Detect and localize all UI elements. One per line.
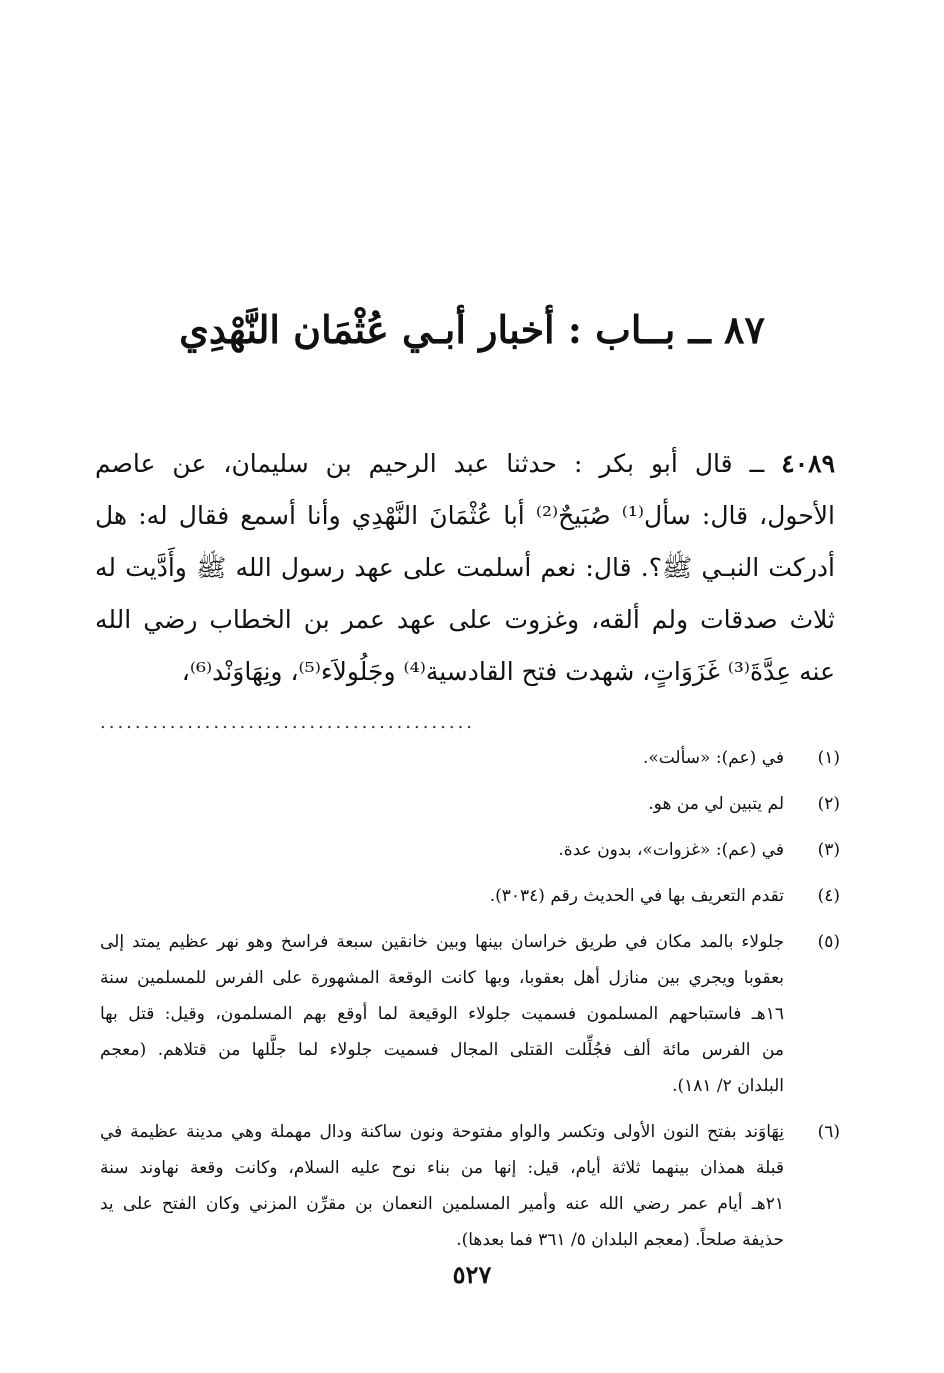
- hadith-line: الأحول، قال: سأل⁽¹⁾ صُبَيحٌ⁽²⁾ أبا عُثْمَانَ النَّهْدِي وأنا أسمع فقال له: هل: [95, 501, 835, 530]
- footnote-number: (٦): [817, 1122, 840, 1142]
- footnote-line: من الفرس مائة ألف فجُلِّلت القتلى المجال فسميت جلولاء لما جلَّلها من قتلاهم. (معجم: [100, 1040, 784, 1060]
- footnote-line: في (عم): «سألت».: [642, 748, 784, 768]
- footnote: [100, 832, 840, 868]
- chapter-title: ٨٧ ــ بــاب : أخبار أبـي عُثْمَان النَّهْدِي: [179, 307, 765, 352]
- footnote-line: حذيفة صلحاً. (معجم البلدان ٥/ ٣٦١ فما بعدها).: [456, 1230, 784, 1250]
- hadith-line: [95, 438, 835, 490]
- hadith-line-text: ــ قال أبو بكر : حدثنا عبد الرحيم بن سليمان، عن عاصم: [95, 449, 765, 478]
- footnote: [100, 878, 840, 914]
- footnote-number: (٣): [817, 840, 840, 860]
- footnote-number: (٢): [817, 794, 840, 814]
- hadith-line: ثلاث صدقات ولم ألقه، وغزوت على عهد عمر بن الخطاب رضي الله: [95, 605, 835, 634]
- footnote-number: (١): [817, 748, 840, 768]
- footnote-line: جلولاء بالمد مكان في طريق خراسان بينها وبين خانقين سبعة فراسخ وهو نهر عظيم يمتد إلى: [100, 932, 784, 952]
- footnote-number: (٥): [817, 932, 840, 952]
- footnote-line: تقدم التعريف بها في الحديث رقم (٣٠٣٤).: [489, 886, 784, 906]
- footnote: [100, 924, 840, 1104]
- footnote-line: في (عم): «غزوات»، بدون عدة.: [558, 840, 784, 860]
- footnote: [100, 786, 840, 822]
- footnote-line: بعقوبا ويجري بين منازل أهل بعقوبا، وبها كانت الوقعة المشهورة على الفرس للمسلمين سنة: [100, 968, 784, 988]
- footnote-number: (٤): [817, 886, 840, 906]
- footnote-line: ١٦هـ فاستباحهم المسلمون فسميت جلولاء الوقيعة لما أوقع بهم المسلمون، وقيل: قتل بها: [100, 1004, 784, 1024]
- footnote-separator: ...........................................: [100, 712, 476, 733]
- hadith-line: عنه عِدَّةَ⁽³⁾ غَزَوَاتٍ، شهدت فتح القادسية⁽⁴⁾ وجَلُولاَء⁽⁵⁾، ونِهَاوَنْد⁽⁶⁾،: [181, 657, 835, 686]
- footnote-line: البلدان ٢/ ١٨١).: [672, 1076, 784, 1096]
- footnote: [100, 740, 840, 776]
- page-number: ٥٢٧: [452, 1260, 492, 1289]
- footnote-line: قبلة همذان بينهما ثلاثة أيام، قيل: إنها من بناء نوح عليه السلام، وكانت وقعة نهاوند سنة: [100, 1158, 784, 1178]
- footnote-line: لم يتبين لي من هو.: [648, 794, 784, 814]
- hadith-number: ٤٠٨٩: [781, 449, 835, 478]
- footnote: [100, 1114, 840, 1258]
- footnote-line: ٢١هـ أيام عمر رضي الله عنه وأمير المسلمين النعمان بن مقرِّن المزني وكان الفتح على يد: [100, 1194, 784, 1214]
- footnote-line: نِهَاوَند بفتح النون الأولى وتكسر والواو مفتوحة ونون ساكنة ودال مهملة وهي مدينة عظيمة في: [100, 1122, 784, 1142]
- footnotes: [100, 740, 840, 1268]
- hadith-text: [95, 438, 835, 698]
- hadith-line: أدركت النبـي ﷺ؟. قال: نعم أسلمت على عهد رسول الله ﷺ وأَدَّيت له: [95, 553, 835, 582]
